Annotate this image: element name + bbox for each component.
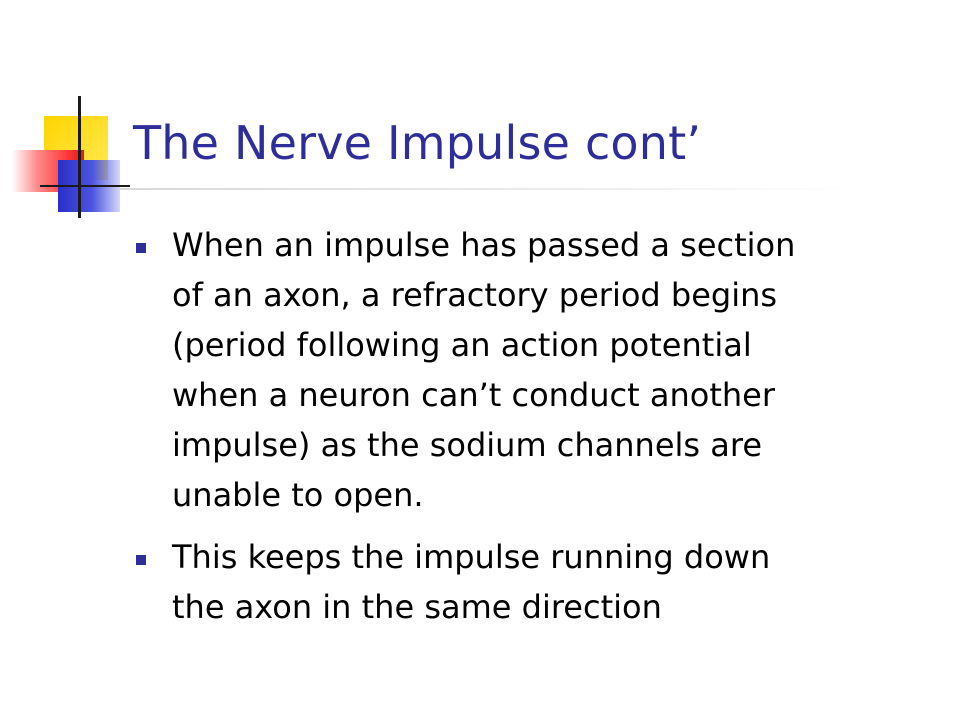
bullet-text-line: impulse) as the sodium channels are bbox=[172, 426, 762, 464]
slide-title: The Nerve Impulse cont’ bbox=[133, 116, 702, 170]
square-bullet-icon bbox=[136, 555, 146, 565]
slide-body bbox=[136, 220, 896, 644]
horizontal-line-decoration bbox=[40, 185, 130, 187]
bullet-text-line: of an axon, a refractory period begins bbox=[172, 276, 778, 314]
bullet-text-line: when a neuron can’t conduct another bbox=[172, 376, 775, 414]
title-divider bbox=[120, 188, 860, 190]
bullet-item bbox=[136, 220, 896, 520]
bullet-text-line: When an impulse has passed a section bbox=[172, 226, 796, 264]
bullet-text-line: (period following an action potential bbox=[172, 326, 752, 364]
vertical-line-decoration bbox=[78, 96, 81, 218]
bullet-text-line: the axon in the same direction bbox=[172, 588, 662, 626]
slide-logo-decoration bbox=[0, 0, 140, 230]
square-bullet-icon bbox=[136, 243, 146, 253]
bullet-text-line: unable to open. bbox=[172, 476, 424, 514]
bullet-item bbox=[136, 532, 896, 632]
bullet-text-line: This keeps the impulse running down bbox=[172, 538, 771, 576]
